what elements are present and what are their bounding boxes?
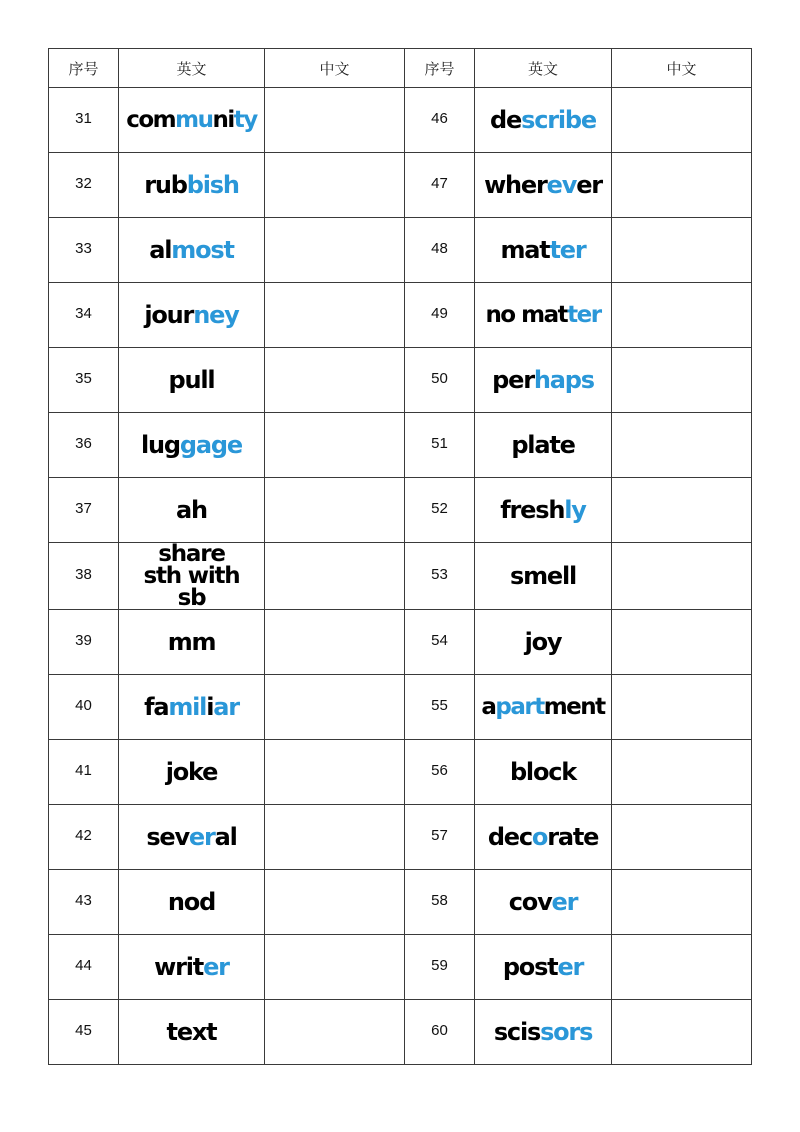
english-word — [119, 366, 264, 394]
row-number: 55 — [431, 696, 448, 714]
english-word-cell — [119, 283, 265, 348]
english-word — [119, 431, 264, 459]
english-word — [475, 366, 611, 394]
highlighted-syllable: er — [188, 823, 215, 851]
row-number-cell — [49, 283, 119, 348]
row-number: 52 — [431, 499, 448, 517]
plain-syllable: pull — [168, 366, 215, 394]
row-number-cell — [405, 88, 475, 153]
english-word — [475, 888, 611, 916]
english-word — [475, 431, 611, 459]
row-number: 44 — [75, 956, 92, 974]
english-word-cell — [475, 870, 612, 935]
table-row — [49, 283, 752, 348]
english-word — [119, 301, 264, 329]
plain-syllable: i — [206, 693, 214, 721]
row-number-cell — [405, 805, 475, 870]
plain-syllable: scis — [493, 1018, 541, 1046]
row-number-cell — [405, 283, 475, 348]
row-number: 59 — [431, 956, 448, 974]
chinese-answer-cell[interactable] — [612, 805, 752, 870]
chinese-answer-cell[interactable] — [265, 870, 405, 935]
english-word — [137, 543, 247, 609]
plain-syllable: no mat — [485, 302, 568, 328]
plain-syllable: lug — [141, 431, 180, 459]
english-word — [475, 106, 611, 134]
row-number-cell — [405, 935, 475, 1000]
english-word — [119, 888, 264, 916]
table-row — [49, 935, 752, 1000]
table-row — [49, 1000, 752, 1065]
plain-syllable: joke — [165, 758, 218, 786]
row-number: 45 — [75, 1021, 92, 1039]
english-word — [475, 823, 611, 851]
row-number-cell — [405, 413, 475, 478]
row-number: 48 — [431, 239, 448, 257]
plain-syllable: ment — [543, 694, 605, 720]
english-word-cell — [119, 543, 265, 610]
chinese-answer-cell[interactable] — [265, 740, 405, 805]
table-header — [49, 49, 752, 88]
english-word-cell — [475, 1000, 612, 1065]
row-number: 36 — [75, 434, 92, 452]
row-number: 46 — [431, 109, 448, 127]
chinese-answer-cell[interactable] — [612, 740, 752, 805]
row-number: 50 — [431, 369, 448, 387]
english-word — [119, 496, 264, 524]
english-word — [475, 171, 611, 199]
row-number: 31 — [75, 109, 92, 127]
row-number-cell — [405, 348, 475, 413]
row-number-cell — [405, 740, 475, 805]
chinese-answer-cell[interactable] — [612, 543, 752, 610]
plain-syllable: dec — [487, 823, 532, 851]
chinese-answer-cell[interactable] — [612, 153, 752, 218]
row-number: 57 — [431, 826, 448, 844]
highlighted-syllable: er — [203, 953, 229, 981]
english-word-cell — [119, 218, 265, 283]
table-row — [49, 740, 752, 805]
plain-syllable: mm — [167, 628, 216, 656]
highlighted-syllable: ly — [564, 496, 586, 524]
highlighted-syllable: o — [531, 823, 548, 851]
chinese-answer-cell[interactable] — [612, 218, 752, 283]
english-word — [119, 953, 264, 981]
english-word — [475, 1018, 611, 1046]
english-word-cell — [475, 218, 612, 283]
highlighted-syllable: ter — [567, 302, 601, 328]
row-number: 47 — [431, 174, 448, 192]
english-word-cell — [475, 543, 612, 610]
plain-syllable: fa — [144, 693, 169, 721]
highlighted-syllable: most — [171, 236, 234, 264]
plain-syllable: sev — [146, 823, 189, 851]
highlighted-syllable: ev — [546, 171, 577, 199]
english-word — [475, 562, 611, 590]
row-number-cell — [49, 805, 119, 870]
english-word — [475, 304, 611, 326]
chinese-answer-cell[interactable] — [265, 805, 405, 870]
highlighted-syllable: sors — [540, 1018, 593, 1046]
row-number-cell — [405, 1000, 475, 1065]
table-row — [49, 153, 752, 218]
english-word — [119, 109, 264, 131]
plain-syllable: cov — [508, 888, 552, 916]
chinese-answer-cell[interactable] — [612, 283, 752, 348]
row-number: 51 — [431, 434, 448, 452]
english-word-cell — [475, 805, 612, 870]
highlighted-syllable: er — [557, 953, 584, 981]
row-number-cell — [49, 740, 119, 805]
english-word-cell — [119, 610, 265, 675]
english-word — [119, 823, 264, 851]
chinese-answer-cell[interactable] — [265, 935, 405, 1000]
plain-syllable: rub — [144, 171, 187, 199]
english-word — [475, 496, 611, 524]
chinese-answer-cell[interactable] — [265, 1000, 405, 1065]
english-word-cell — [119, 675, 265, 740]
row-number: 58 — [431, 891, 448, 909]
row-number: 56 — [431, 761, 448, 779]
header-english-right: 英文 — [475, 49, 612, 88]
plain-syllable: plate — [511, 431, 575, 459]
english-word-cell — [119, 805, 265, 870]
row-number-cell — [405, 478, 475, 543]
english-word — [119, 693, 264, 721]
plain-syllable: er — [576, 171, 602, 199]
row-number: 49 — [431, 304, 448, 322]
highlighted-syllable: ter — [549, 236, 586, 264]
english-word — [119, 236, 264, 264]
english-word — [119, 171, 264, 199]
row-number-cell — [405, 153, 475, 218]
english-word — [119, 758, 264, 786]
plain-syllable: ah — [176, 496, 207, 524]
plain-syllable: al — [214, 823, 237, 851]
chinese-answer-cell[interactable] — [265, 283, 405, 348]
english-word-cell — [475, 935, 612, 1000]
english-word-cell — [119, 413, 265, 478]
row-number: 42 — [75, 826, 92, 844]
chinese-answer-cell[interactable] — [612, 348, 752, 413]
english-word-cell — [475, 675, 612, 740]
plain-syllable: de — [490, 106, 522, 134]
english-word-cell — [119, 478, 265, 543]
row-number: 43 — [75, 891, 92, 909]
row-number-cell — [405, 218, 475, 283]
english-word-cell — [475, 153, 612, 218]
table-row — [49, 218, 752, 283]
english-word — [475, 953, 611, 981]
row-number-cell — [49, 88, 119, 153]
chinese-answer-cell[interactable] — [612, 935, 752, 1000]
row-number-cell — [405, 543, 475, 610]
row-number-cell — [49, 218, 119, 283]
row-number-cell — [405, 610, 475, 675]
plain-syllable: writ — [154, 953, 204, 981]
plain-syllable: fresh — [500, 496, 565, 524]
english-word-cell — [119, 935, 265, 1000]
vocabulary-table — [48, 48, 752, 1065]
header-chinese-right: 中文 — [612, 49, 752, 88]
plain-syllable: share sth with sb — [143, 542, 240, 610]
row-number: 41 — [75, 761, 92, 779]
table-row — [49, 413, 752, 478]
row-number: 38 — [75, 565, 92, 583]
highlighted-syllable: scribe — [521, 106, 596, 134]
row-number-cell — [49, 478, 119, 543]
chinese-answer-cell[interactable] — [265, 610, 405, 675]
row-number-cell — [49, 413, 119, 478]
english-word-cell — [475, 88, 612, 153]
plain-syllable: joy — [524, 628, 562, 656]
row-number-cell — [49, 1000, 119, 1065]
plain-syllable: rate — [547, 823, 599, 851]
plain-syllable: com — [126, 107, 176, 133]
row-number-cell — [49, 870, 119, 935]
chinese-answer-cell[interactable] — [265, 88, 405, 153]
row-number: 54 — [431, 631, 448, 649]
plain-syllable: block — [509, 758, 577, 786]
plain-syllable: al — [149, 236, 172, 264]
chinese-answer-cell[interactable] — [265, 675, 405, 740]
chinese-answer-cell[interactable] — [265, 478, 405, 543]
row-number: 37 — [75, 499, 92, 517]
chinese-answer-cell[interactable] — [612, 870, 752, 935]
highlighted-syllable: bish — [186, 171, 239, 199]
plain-syllable: a — [481, 694, 496, 720]
row-number: 35 — [75, 369, 92, 387]
row-number-cell — [49, 543, 119, 610]
chinese-answer-cell[interactable] — [612, 88, 752, 153]
english-word — [475, 696, 611, 718]
table-row — [49, 543, 752, 610]
chinese-answer-cell[interactable] — [265, 543, 405, 610]
english-word — [475, 628, 611, 656]
highlighted-syllable: mu — [175, 107, 213, 133]
english-word — [475, 758, 611, 786]
plain-syllable: text — [166, 1018, 217, 1046]
header-number-left: 序号 — [49, 49, 119, 88]
chinese-answer-cell[interactable] — [612, 478, 752, 543]
english-word-cell — [119, 153, 265, 218]
chinese-answer-cell[interactable] — [265, 348, 405, 413]
english-word-cell — [119, 1000, 265, 1065]
highlighted-syllable: gage — [179, 431, 242, 459]
row-number: 60 — [431, 1021, 448, 1039]
plain-syllable: ni — [212, 107, 234, 133]
row-number-cell — [49, 935, 119, 1000]
table-row — [49, 88, 752, 153]
row-number-cell — [49, 348, 119, 413]
row-number: 33 — [75, 239, 92, 257]
highlighted-syllable: ar — [213, 693, 239, 721]
table-row — [49, 805, 752, 870]
english-word — [119, 628, 264, 656]
row-number: 32 — [75, 174, 92, 192]
table-row — [49, 348, 752, 413]
chinese-answer-cell[interactable] — [612, 1000, 752, 1065]
english-word-cell — [475, 478, 612, 543]
plain-syllable: mat — [500, 236, 550, 264]
plain-syllable: post — [502, 953, 558, 981]
chinese-answer-cell[interactable] — [612, 675, 752, 740]
row-number: 53 — [431, 565, 448, 583]
header-english-left: 英文 — [119, 49, 265, 88]
chinese-answer-cell[interactable] — [265, 153, 405, 218]
highlighted-syllable: ty — [233, 107, 257, 133]
english-word-cell — [119, 348, 265, 413]
plain-syllable: nod — [167, 888, 216, 916]
table-row — [49, 478, 752, 543]
english-word — [119, 1018, 264, 1046]
chinese-answer-cell[interactable] — [612, 610, 752, 675]
row-number: 40 — [75, 696, 92, 714]
highlighted-syllable: part — [495, 694, 544, 720]
table-body — [49, 88, 752, 1065]
row-number-cell — [49, 153, 119, 218]
row-number-cell — [405, 870, 475, 935]
highlighted-syllable: haps — [533, 366, 594, 394]
english-word-cell — [119, 870, 265, 935]
highlighted-syllable: mil — [168, 693, 207, 721]
row-number-cell — [49, 610, 119, 675]
chinese-answer-cell[interactable] — [265, 413, 405, 478]
english-word — [475, 236, 611, 264]
highlighted-syllable: er — [551, 888, 578, 916]
chinese-answer-cell[interactable] — [612, 413, 752, 478]
chinese-answer-cell[interactable] — [265, 218, 405, 283]
english-word-cell — [475, 283, 612, 348]
english-word-cell — [119, 740, 265, 805]
plain-syllable: jour — [144, 301, 194, 329]
english-word-cell — [475, 413, 612, 478]
english-word-cell — [119, 88, 265, 153]
table-row — [49, 675, 752, 740]
row-number-cell — [49, 675, 119, 740]
header-row — [49, 49, 752, 88]
row-number-cell — [405, 675, 475, 740]
header-number-right: 序号 — [405, 49, 475, 88]
plain-syllable: smell — [509, 562, 577, 590]
english-word-cell — [475, 348, 612, 413]
row-number: 39 — [75, 631, 92, 649]
table-row — [49, 870, 752, 935]
row-number: 34 — [75, 304, 92, 322]
english-word-cell — [475, 610, 612, 675]
plain-syllable: wher — [484, 171, 547, 199]
plain-syllable: per — [492, 366, 534, 394]
table-row — [49, 610, 752, 675]
highlighted-syllable: ney — [193, 301, 239, 329]
header-chinese-left: 中文 — [265, 49, 405, 88]
english-word-cell — [475, 740, 612, 805]
